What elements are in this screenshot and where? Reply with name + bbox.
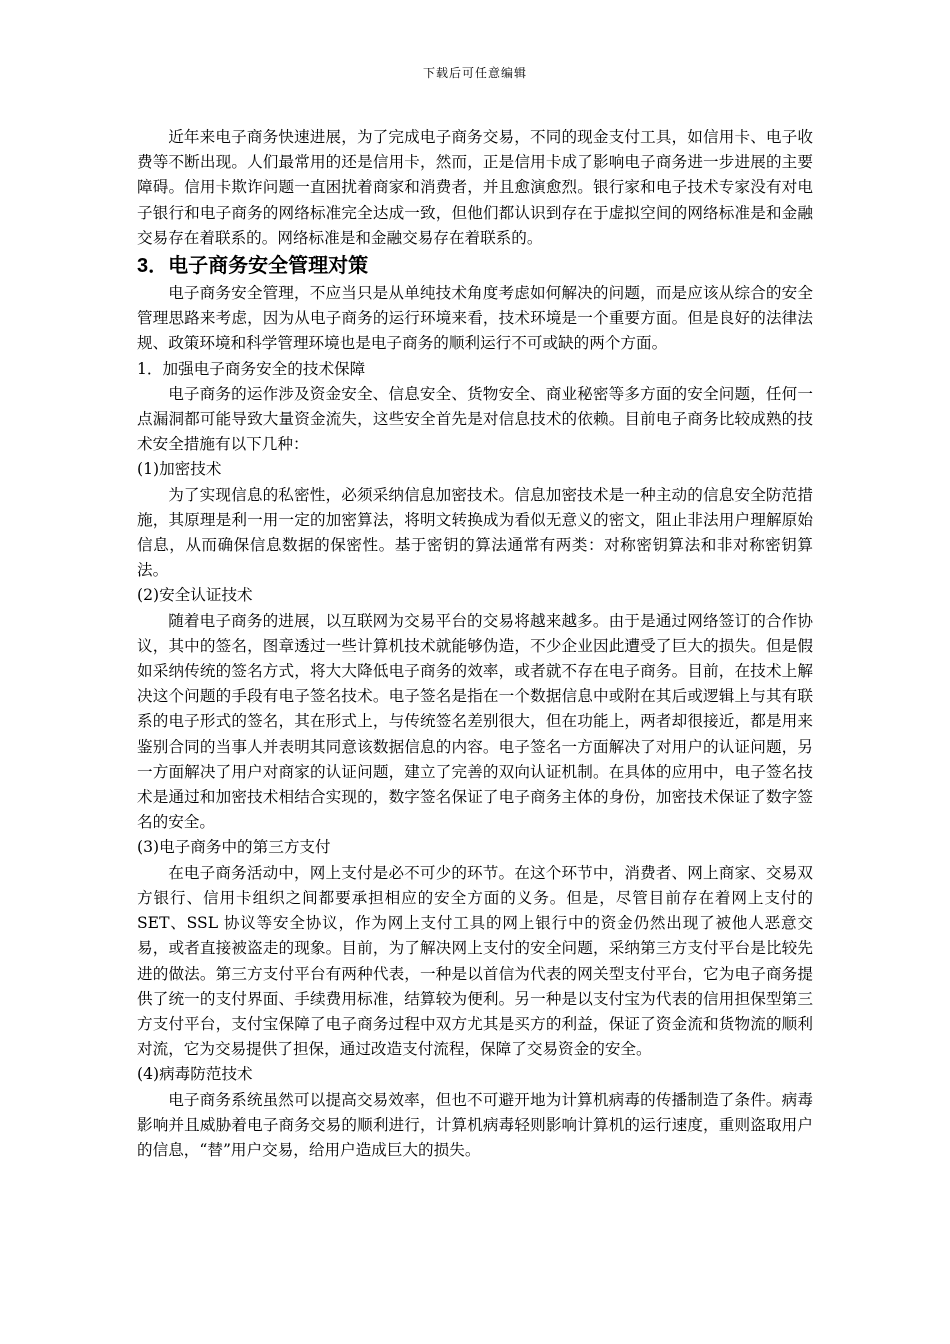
item-paragraph-third-party-payment: 在电子商务活动中，网上支付是必不可少的环节。在这个环节中，消费者、网上商家、交易双方银行、信用卡组织之间都要承担相应的安全方面的义务。但是，尽管目前存在着网上支付的 SET、SSL 协议等安全协议，作为网上支付工具的网上银行中的资金仍然出现了被他人恶意交易，或者直接被盗走的现象。目前，为了解决网上支付的安全问题，采纳第三方支付平台是比较先进的做法。第三方支付平台有两种代表，一种是以首信为代表的网关型支付平台，它为电子商务提供了统一的支付界面、手续费用标准，结算较为便利。另一种是以支付宝为代表的信用担保型第三方支付平台，支付宝保障了电子商务过程中双方尤其是买方的利益，保证了资金流和货物流的顺利对流，它为交易提供了担保，通过改造支付流程，保障了交易资金的安全。 xyxy=(137,863,813,1059)
section-title: 电子商务安全管理对策 xyxy=(168,253,369,278)
intro-paragraph: 近年来电子商务快速进展，为了完成电子商务交易，不同的现金支付工具，如信用卡、电子收费等不断出现。人们最常用的还是信用卡，然而，正是信用卡成了影响电子商务进一步进展的主要障碍。信用卡欺诈问题一直困扰着商家和消费者，并且愈演愈烈。银行家和电子技术专家没有对电子银行和电子商务的网络标准完全达成一致，但他们都认识到存在于虚拟空间的网络标准是和金融交易存在着联系的。网络标准是和金融交易存在着联系的。 xyxy=(137,128,813,247)
item-paragraph-encryption: 为了实现信息的私密性，必须采纳信息加密技术。信息加密技术是一种主动的信息安全防范措施，其原理是利一用一定的加密算法，将明文转换成为看似无意义的密文，阻止非法用户理解原始信息，从而确保信息数据的保密性。基于密钥的算法通常有两类：对称密钥算法和非对称密钥算法。 xyxy=(137,485,813,580)
item-heading-encryption: (1)加密技术 xyxy=(137,460,222,479)
item-paragraph-virus-protection: 电子商务系统虽然可以提高交易效率，但也不可避开地为计算机病毒的传播制造了条件。病毒影响并且威胁着电子商务交易的顺利进行，计算机病毒轻则影响计算机的运行速度，重则盗取用户的信息，“替”用户交易，给用户造成巨大的损失。 xyxy=(137,1090,813,1159)
subsection-paragraph: 电子商务的运作涉及资金安全、信息安全、货物安全、商业秘密等多方面的安全问题，任何一点漏洞都可能导致大量资金流失，这些安全首先是对信息技术的依赖。目前电子商务比较成熟的技术安全措施有以下几种： xyxy=(137,384,813,454)
page-header: 下载后可任意编辑 xyxy=(422,66,527,80)
document-body xyxy=(137,125,813,1163)
section-number: 3． xyxy=(137,255,169,278)
section-paragraph: 电子商务安全管理，不应当只是从单纯技术角度考虑如何解决的问题，而是应该从综合的安全管理思路来考虑，因为从电子商务的运行环境来看，技术环境是一个重要方面。但是良好的法律法规、政策环境和科学管理环境也是电子商务的顺利运行不可或缺的两个方面。 xyxy=(137,284,813,353)
item-paragraph-authentication: 随着电子商务的进展，以互联网为交易平台的交易将越来越多。由于是通过网络签订的合作协议，其中的签名，图章透过一些计算机技术就能够伪造，不少企业因此遭受了巨大的损失。但是假如采纳传统的签名方式，将大大降低电子商务的效率，或者就不存在电子商务。目前，在技术上解决这个问题的手段有电子签名技术。电子签名是指在一个数据信息中或附在其后或逻辑上与其有联系的电子形式的签名，其在形式上，与传统签名差别很大，但在功能上，两者却很接近，都是用来鉴别合同的当事人并表明其同意该数据信息的内容。电子签名一方面解决了对用户的认证问题，另一方面解决了用户对商家的认证问题，建立了完善的双向认证机制。在具体的应用中，电子签名技术是通过和加密技术相结合实现的，数字签名保证了电子商务主体的身份，加密技术保证了数字签名的安全。 xyxy=(137,611,813,832)
subsection-heading: 1．加强电子商务安全的技术保障 xyxy=(137,359,366,378)
item-heading-virus-protection: (4)病毒防范技术 xyxy=(137,1065,253,1084)
section-heading xyxy=(137,251,813,281)
item-heading-third-party-payment: (3)电子商务中的第三方支付 xyxy=(137,838,331,857)
item-heading-authentication: (2)安全认证技术 xyxy=(137,586,253,605)
